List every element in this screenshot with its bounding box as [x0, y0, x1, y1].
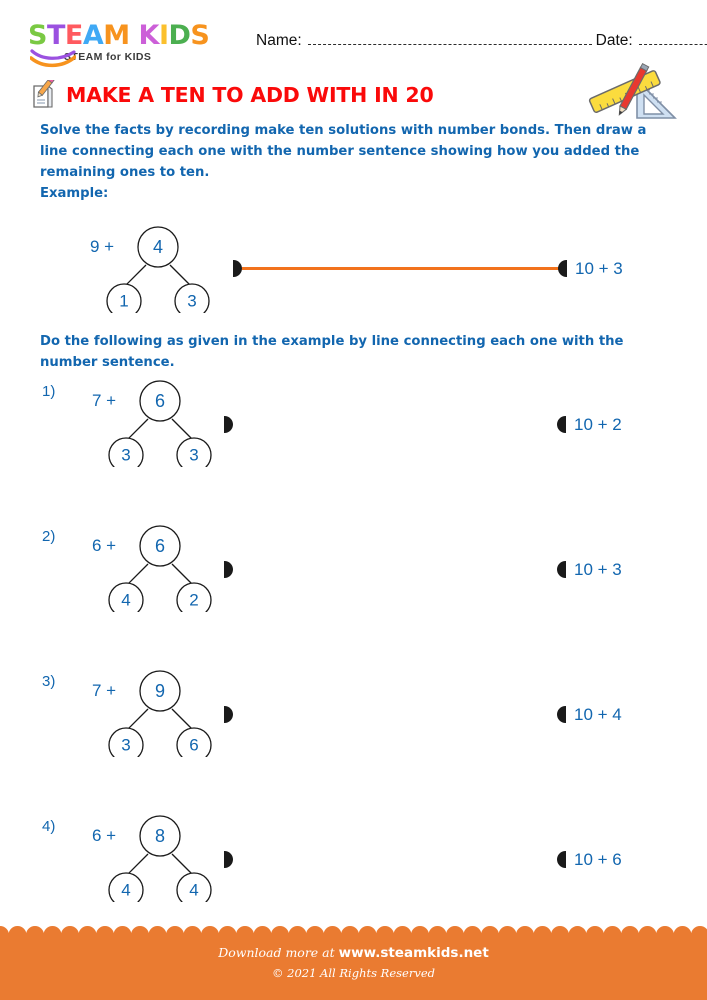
- logo-letter: E: [64, 20, 83, 51]
- problem-lhs: 6 +: [92, 826, 117, 845]
- problem-lhs: 6 +: [92, 536, 117, 555]
- problem-number-bond: [98, 665, 222, 757]
- date-input-line[interactable]: [639, 43, 707, 45]
- bond-right: 6: [189, 735, 199, 755]
- connector-dot-right[interactable]: [557, 706, 566, 723]
- date-label: Date:: [595, 32, 633, 49]
- name-label: Name:: [256, 32, 302, 49]
- connector-dot-left[interactable]: [224, 416, 233, 433]
- connector-dot-left[interactable]: [224, 851, 233, 868]
- logo-letter: I: [158, 20, 169, 51]
- problem-rhs: 10 + 4: [574, 705, 622, 724]
- logo-swoosh-icon: [30, 48, 76, 68]
- example-bond-top: 4: [152, 237, 164, 257]
- problem-number-bond: [98, 810, 222, 902]
- instructions-main: Solve the facts by recording make ten solutions with number bonds. Then draw a line connecting each one with the number sentence showing how you added the remaining ones to ten.: [40, 123, 647, 180]
- footer-text: [0, 945, 707, 980]
- connector-dot-left[interactable]: [224, 706, 233, 723]
- logo-letter: S: [190, 20, 210, 51]
- bond-top: 6: [154, 391, 166, 411]
- logo-letter: M: [103, 20, 130, 51]
- connector-dot-left[interactable]: [224, 561, 233, 578]
- page-title: MAKE A TEN TO ADD WITH IN 20: [66, 83, 434, 107]
- example-connector-line: [242, 267, 559, 270]
- example-lhs: 9 +: [90, 237, 115, 256]
- problem-number-bond: [98, 520, 222, 612]
- problem-index: 4): [42, 818, 56, 835]
- bond-top: 6: [154, 536, 166, 556]
- problem-lhs: 7 +: [92, 681, 117, 700]
- example-rhs: 10 + 3: [575, 259, 623, 278]
- connector-dot-right[interactable]: [557, 416, 566, 433]
- bond-left: 3: [121, 445, 131, 465]
- problem-index: 1): [42, 383, 56, 400]
- logo-letter: S: [28, 20, 47, 51]
- connector-dot-right[interactable]: [557, 851, 566, 868]
- page-footer: [0, 933, 707, 1000]
- example-bond-left: 1: [119, 291, 129, 311]
- problem-index: 3): [42, 673, 56, 690]
- footer-download-label: Download more at: [218, 945, 335, 960]
- title-row: [30, 78, 434, 112]
- bond-right: 2: [189, 590, 199, 610]
- problem-rhs: 10 + 2: [574, 415, 622, 434]
- bond-right: 3: [189, 445, 199, 465]
- logo-wordmark: [28, 22, 238, 50]
- problem-rhs: 10 + 3: [574, 560, 622, 579]
- logo-letter: [130, 22, 139, 50]
- instructions-secondary: Do the following as given in the example by line connecting each one with the number sentence.: [40, 334, 624, 370]
- footer-site-link[interactable]: www.steamkids.net: [338, 945, 489, 961]
- example-label: Example:: [40, 186, 109, 201]
- bond-left: 4: [121, 880, 131, 900]
- logo-letter: A: [82, 20, 104, 51]
- notepad-pencil-icon: [30, 80, 56, 110]
- ruler-pencil-triangle-icon: [577, 62, 687, 124]
- example-connector-dot-right[interactable]: [558, 260, 567, 277]
- logo-letter: K: [138, 20, 159, 51]
- logo-tagline: STEAM for KIDS: [64, 51, 152, 63]
- problem-index: 2): [42, 528, 56, 545]
- bond-right: 4: [189, 880, 199, 900]
- bond-left: 3: [121, 735, 131, 755]
- example-connector-dot-left[interactable]: [233, 260, 242, 277]
- bond-top: 8: [154, 826, 166, 846]
- logo-letter: D: [168, 20, 191, 51]
- scalloped-edge: [0, 924, 707, 942]
- bond-left: 4: [121, 590, 131, 610]
- logo-letter: T: [46, 20, 65, 51]
- problem-number-bond: [98, 375, 222, 467]
- example-bond-right: 3: [187, 291, 197, 311]
- footer-copyright: © 2021 All Rights Reserved: [271, 966, 435, 980]
- name-input-line[interactable]: [308, 43, 592, 45]
- name-date-row: [256, 32, 685, 60]
- connector-dot-right[interactable]: [557, 561, 566, 578]
- problem-lhs: 7 +: [92, 391, 117, 410]
- problem-rhs: 10 + 6: [574, 850, 622, 869]
- example-number-bond: [96, 221, 220, 313]
- steam-kids-logo: [28, 22, 238, 63]
- bond-top: 9: [154, 681, 166, 701]
